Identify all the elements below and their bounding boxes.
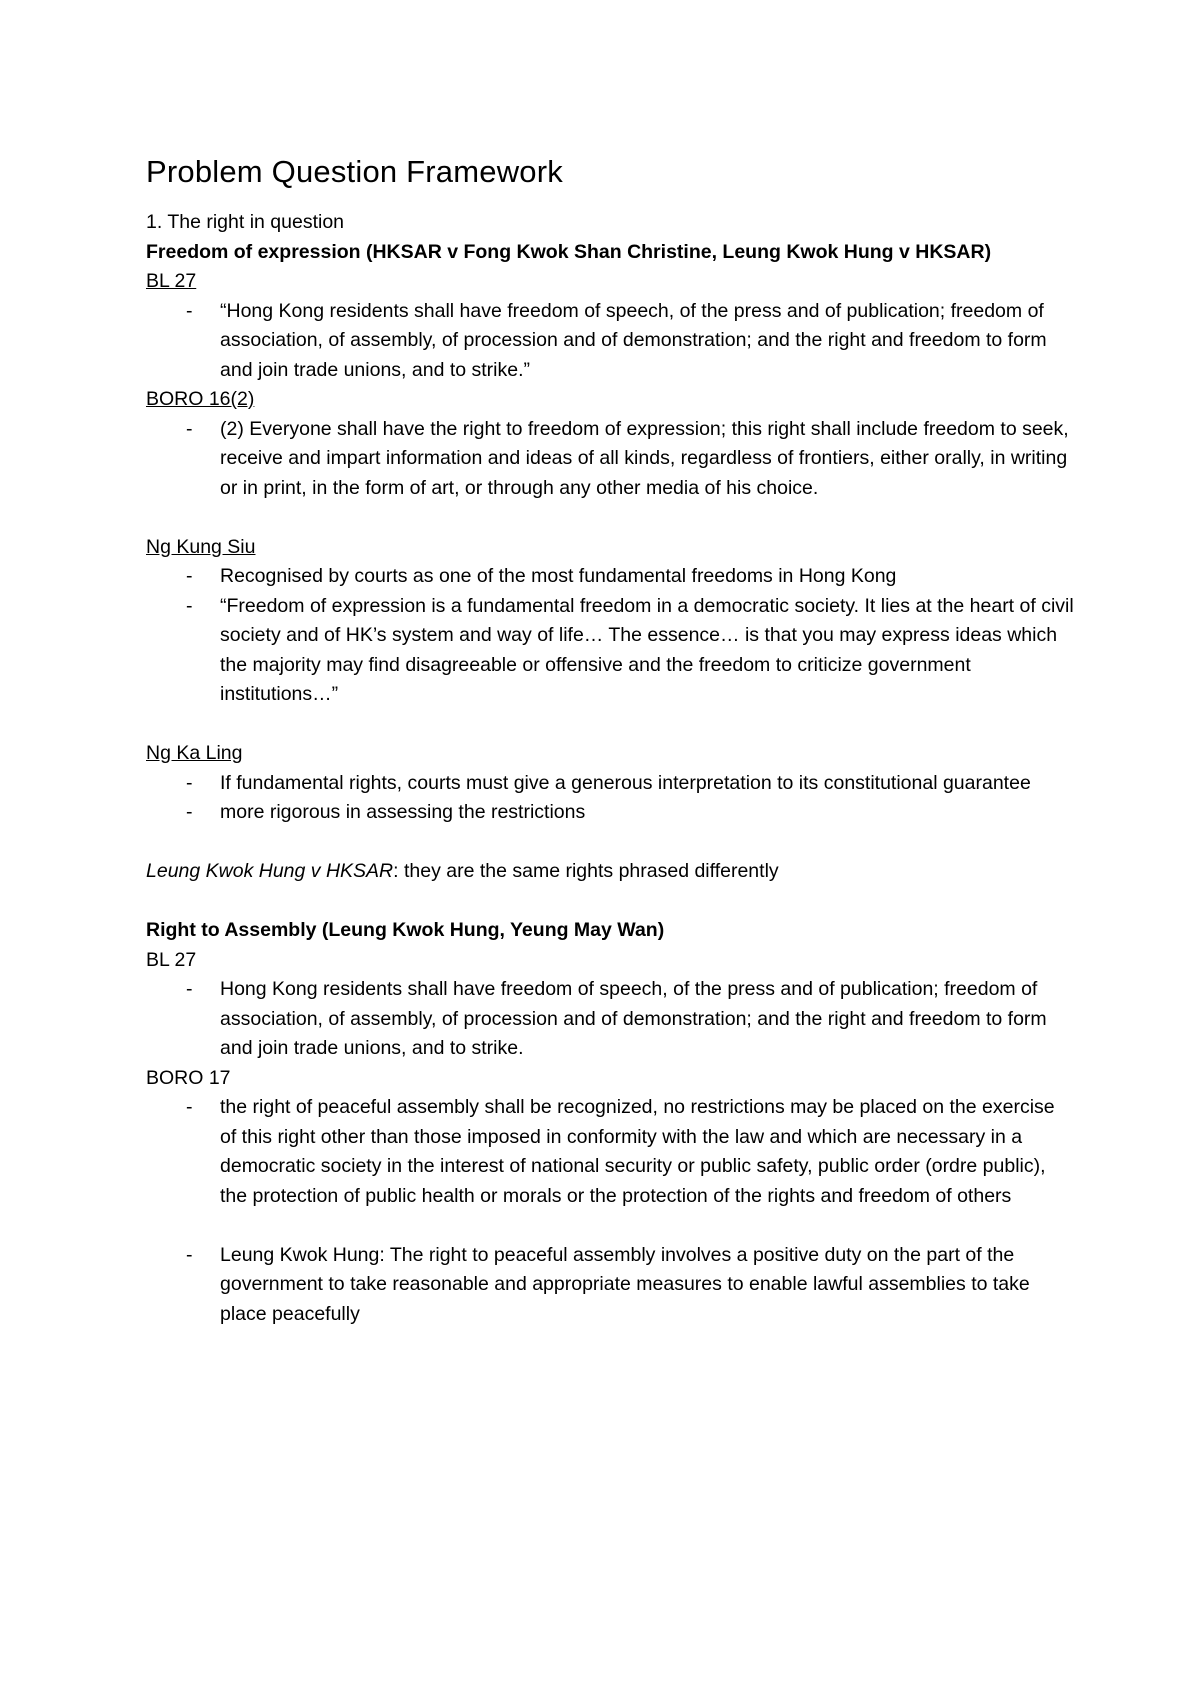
foe-heading: Freedom of expression (HKSAR v Fong Kwok Shan Christine, Leung Kwok Hung v HKSAR) <box>146 240 992 263</box>
bullet-dash: - <box>186 801 193 823</box>
list-item <box>146 592 1076 710</box>
list-item <box>146 562 1076 592</box>
case-note-text: : they are the same rights phrased differently <box>393 860 779 882</box>
spacer <box>146 503 1076 533</box>
bullet-text: Leung Kwok Hung: The right to peaceful assembly involves a positive duty on the part of the government to take reasonable and appropriate measures to enable lawful assemblies to take place peacefully <box>220 1243 1030 1325</box>
bl27-label: BL 27 <box>146 948 197 971</box>
bullet-text: Recognised by courts as one of the most fundamental freedoms in Hong Kong <box>220 565 897 587</box>
bullet-dash: - <box>186 1096 193 1118</box>
bullet-text: “Freedom of expression is a fundamental freedom in a democratic society. It lies at the heart of civil society and of HK’s system and way of life… The essence… is that you may express ideas which the majority may find disagreeable or offensive and the freedom to criticize government institutions…” <box>220 594 1074 705</box>
list-item <box>146 769 1076 799</box>
spacer <box>146 1211 1076 1241</box>
bullet-dash: - <box>186 299 193 322</box>
spacer <box>146 710 1076 740</box>
spacer <box>146 887 1076 917</box>
list-item <box>146 415 1076 504</box>
document-body <box>146 150 1076 1329</box>
list-item <box>146 1093 1076 1211</box>
bullet-text: If fundamental rights, courts must give a generous interpretation to its constitutional guarantee <box>220 771 1031 794</box>
list-item <box>146 1241 1076 1330</box>
bullet-text: “Hong Kong residents shall have freedom of speech, of the press and of publication; freedom of association, of assembly, of procession and of demonstration; and the right and freedom to form and join trade unions, and to strike.” <box>220 299 1047 381</box>
case-name: Leung Kwok Hung v HKSAR <box>146 860 394 882</box>
list-item <box>146 798 1076 828</box>
bl27-label: BL 27 <box>146 270 197 292</box>
bullet-dash: - <box>186 565 193 587</box>
rta-heading: Right to Assembly (Leung Kwok Hung, Yeung May Wan) <box>146 919 665 941</box>
bullet-dash: - <box>186 978 193 1000</box>
list-item <box>146 297 1076 386</box>
case-label-ng-ka-ling: Ng Ka Ling <box>146 742 243 764</box>
bullet-text: (2) Everyone shall have the right to freedom of expression; this right shall include freedom to seek, receive and impart information and ideas of all kinds, regardless of frontiers, either orally, in writing or in print, in the form of art, or through any other media of his choice. <box>220 417 1069 499</box>
case-label-ng-kung-siu: Ng Kung Siu <box>146 535 256 558</box>
bullet-dash: - <box>186 1243 193 1266</box>
boro-label: BORO 17 <box>146 1066 231 1089</box>
bullet-dash: - <box>186 771 193 794</box>
spacer <box>146 828 1076 858</box>
case-note <box>146 857 1076 887</box>
bullet-text: Hong Kong residents shall have freedom of speech, of the press and of publication; freedom of association, of assembly, of procession and of demonstration; and the right and freedom to form and join trade unions, and to strike. <box>220 978 1047 1059</box>
list-item <box>146 975 1076 1064</box>
section-heading: 1. The right in question <box>146 211 345 233</box>
bullet-dash: - <box>186 417 193 440</box>
bullet-dash: - <box>186 594 193 617</box>
bullet-text: more rigorous in assessing the restrictions <box>220 801 586 823</box>
page-title: Problem Question Framework <box>146 154 563 189</box>
boro-label: BORO 16(2) <box>146 388 255 410</box>
bullet-text: the right of peaceful assembly shall be recognized, no restrictions may be placed on the exercise of this right other than those imposed in conformity with the law and which are necessary in a democratic society in the interest of national security or public safety, public order (ordre public), the protection of public health or morals or the protection of the rights and freedom of others <box>220 1096 1055 1207</box>
